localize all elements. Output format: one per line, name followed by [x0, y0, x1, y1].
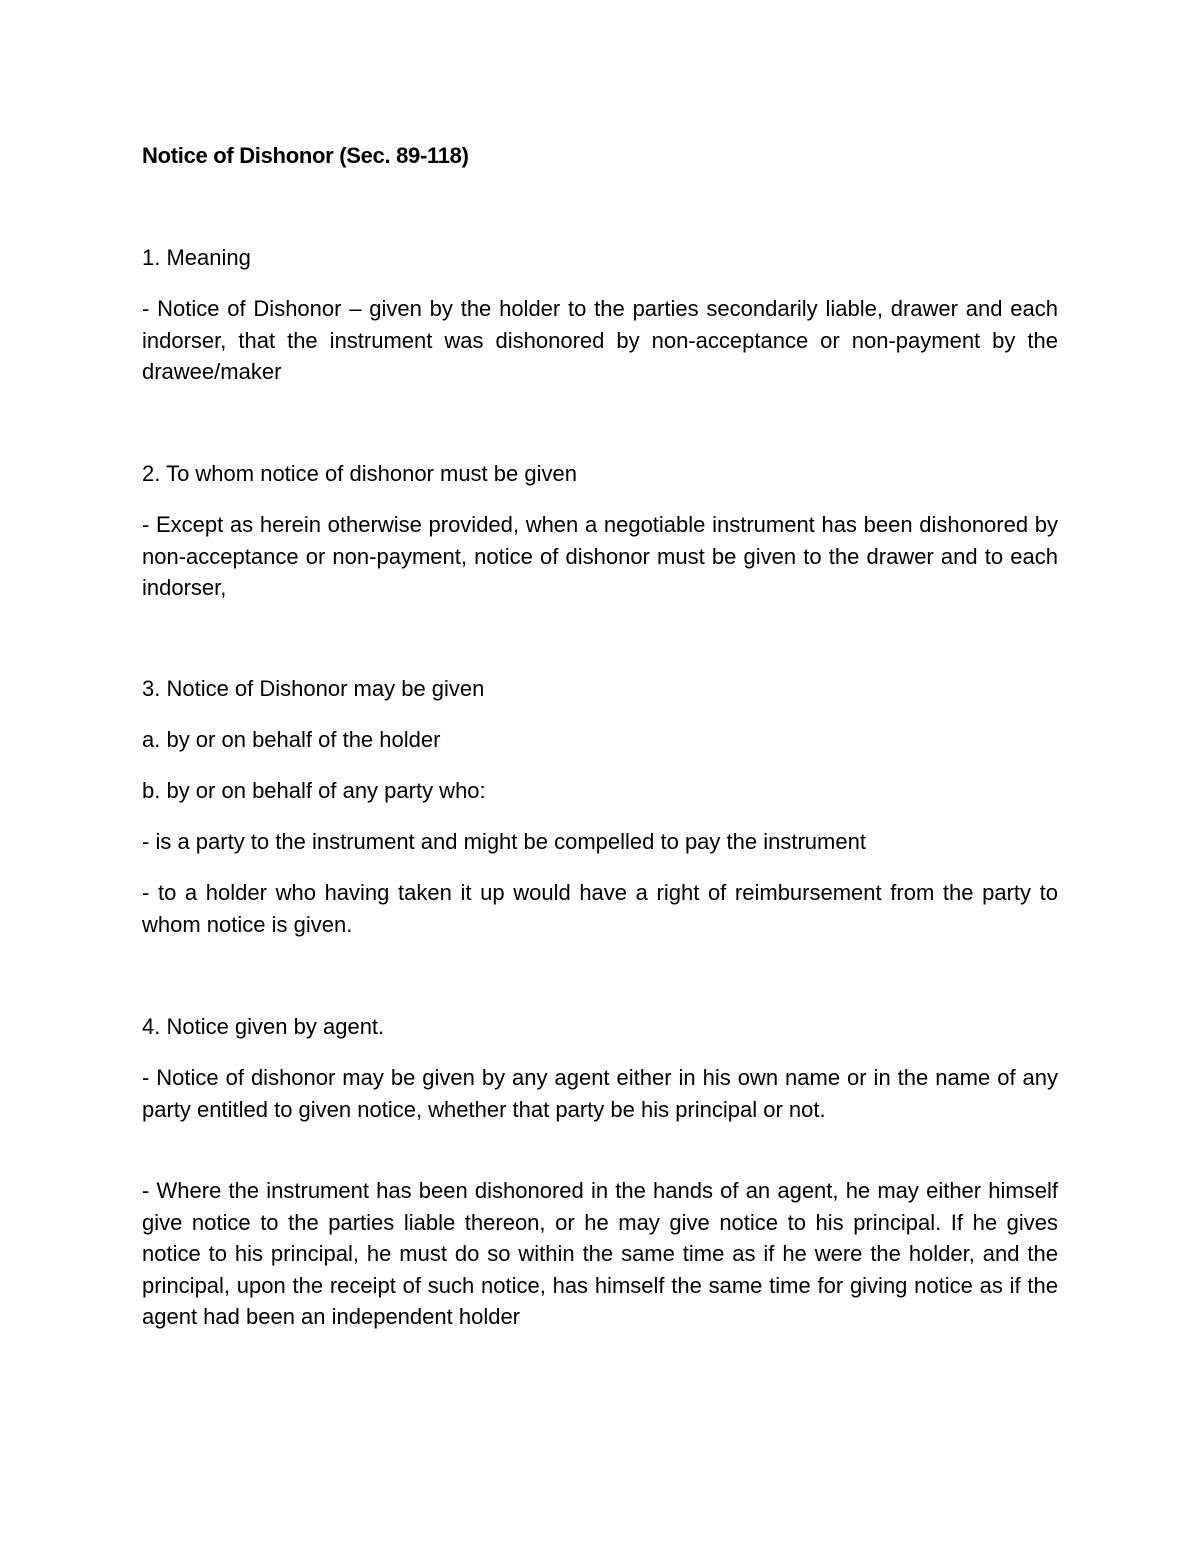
section-3-item-a: a. by or on behalf of the holder [142, 727, 441, 752]
section-1-heading: 1. Meaning [142, 245, 251, 270]
section-2-heading: 2. To whom notice of dishonor must be given [142, 461, 577, 486]
section-2-paragraph-1: - Except as herein otherwise provided, when a negotiable instrument has been dishonored by non-acceptance or non-payment, notice of dishonor must be given to the drawer and to each indorser, [142, 512, 1058, 600]
section-3-heading: 3. Notice of Dishonor may be given [142, 676, 485, 701]
section-4-paragraph-2: - Where the instrument has been dishonored in the hands of an agent, he may either himself give notice to the parties liable thereon, or he may give notice to his principal. If he gives notice to his principal, he must do so within the same time as if he were the holder, and the principal, upon the receipt of such notice, has himself the same time for giving notice as if the agent had been an independent holder [142, 1178, 1058, 1329]
section-1-paragraph-1: - Notice of Dishonor – given by the holder to the parties secondarily liable, drawer and each indorser, that the instrument was dishonored by non-acceptance or non-payment by the drawee/maker [142, 296, 1058, 384]
section-3-item-b: b. by or on behalf of any party who: [142, 778, 486, 803]
section-3-subitem-2: - to a holder who having taken it up would have a right of reimbursement from the party to whom notice is given. [142, 880, 1058, 937]
section-3-subitem-1: - is a party to the instrument and might be compelled to pay the instrument [142, 829, 866, 854]
document-title: Notice of Dishonor (Sec. 89-118) [142, 143, 469, 168]
section-4-heading: 4. Notice given by agent. [142, 1014, 385, 1039]
section-4-paragraph-1: - Notice of dishonor may be given by any agent either in his own name or in the name of any party entitled to given notice, whether that party be his principal or not. [142, 1065, 1058, 1122]
